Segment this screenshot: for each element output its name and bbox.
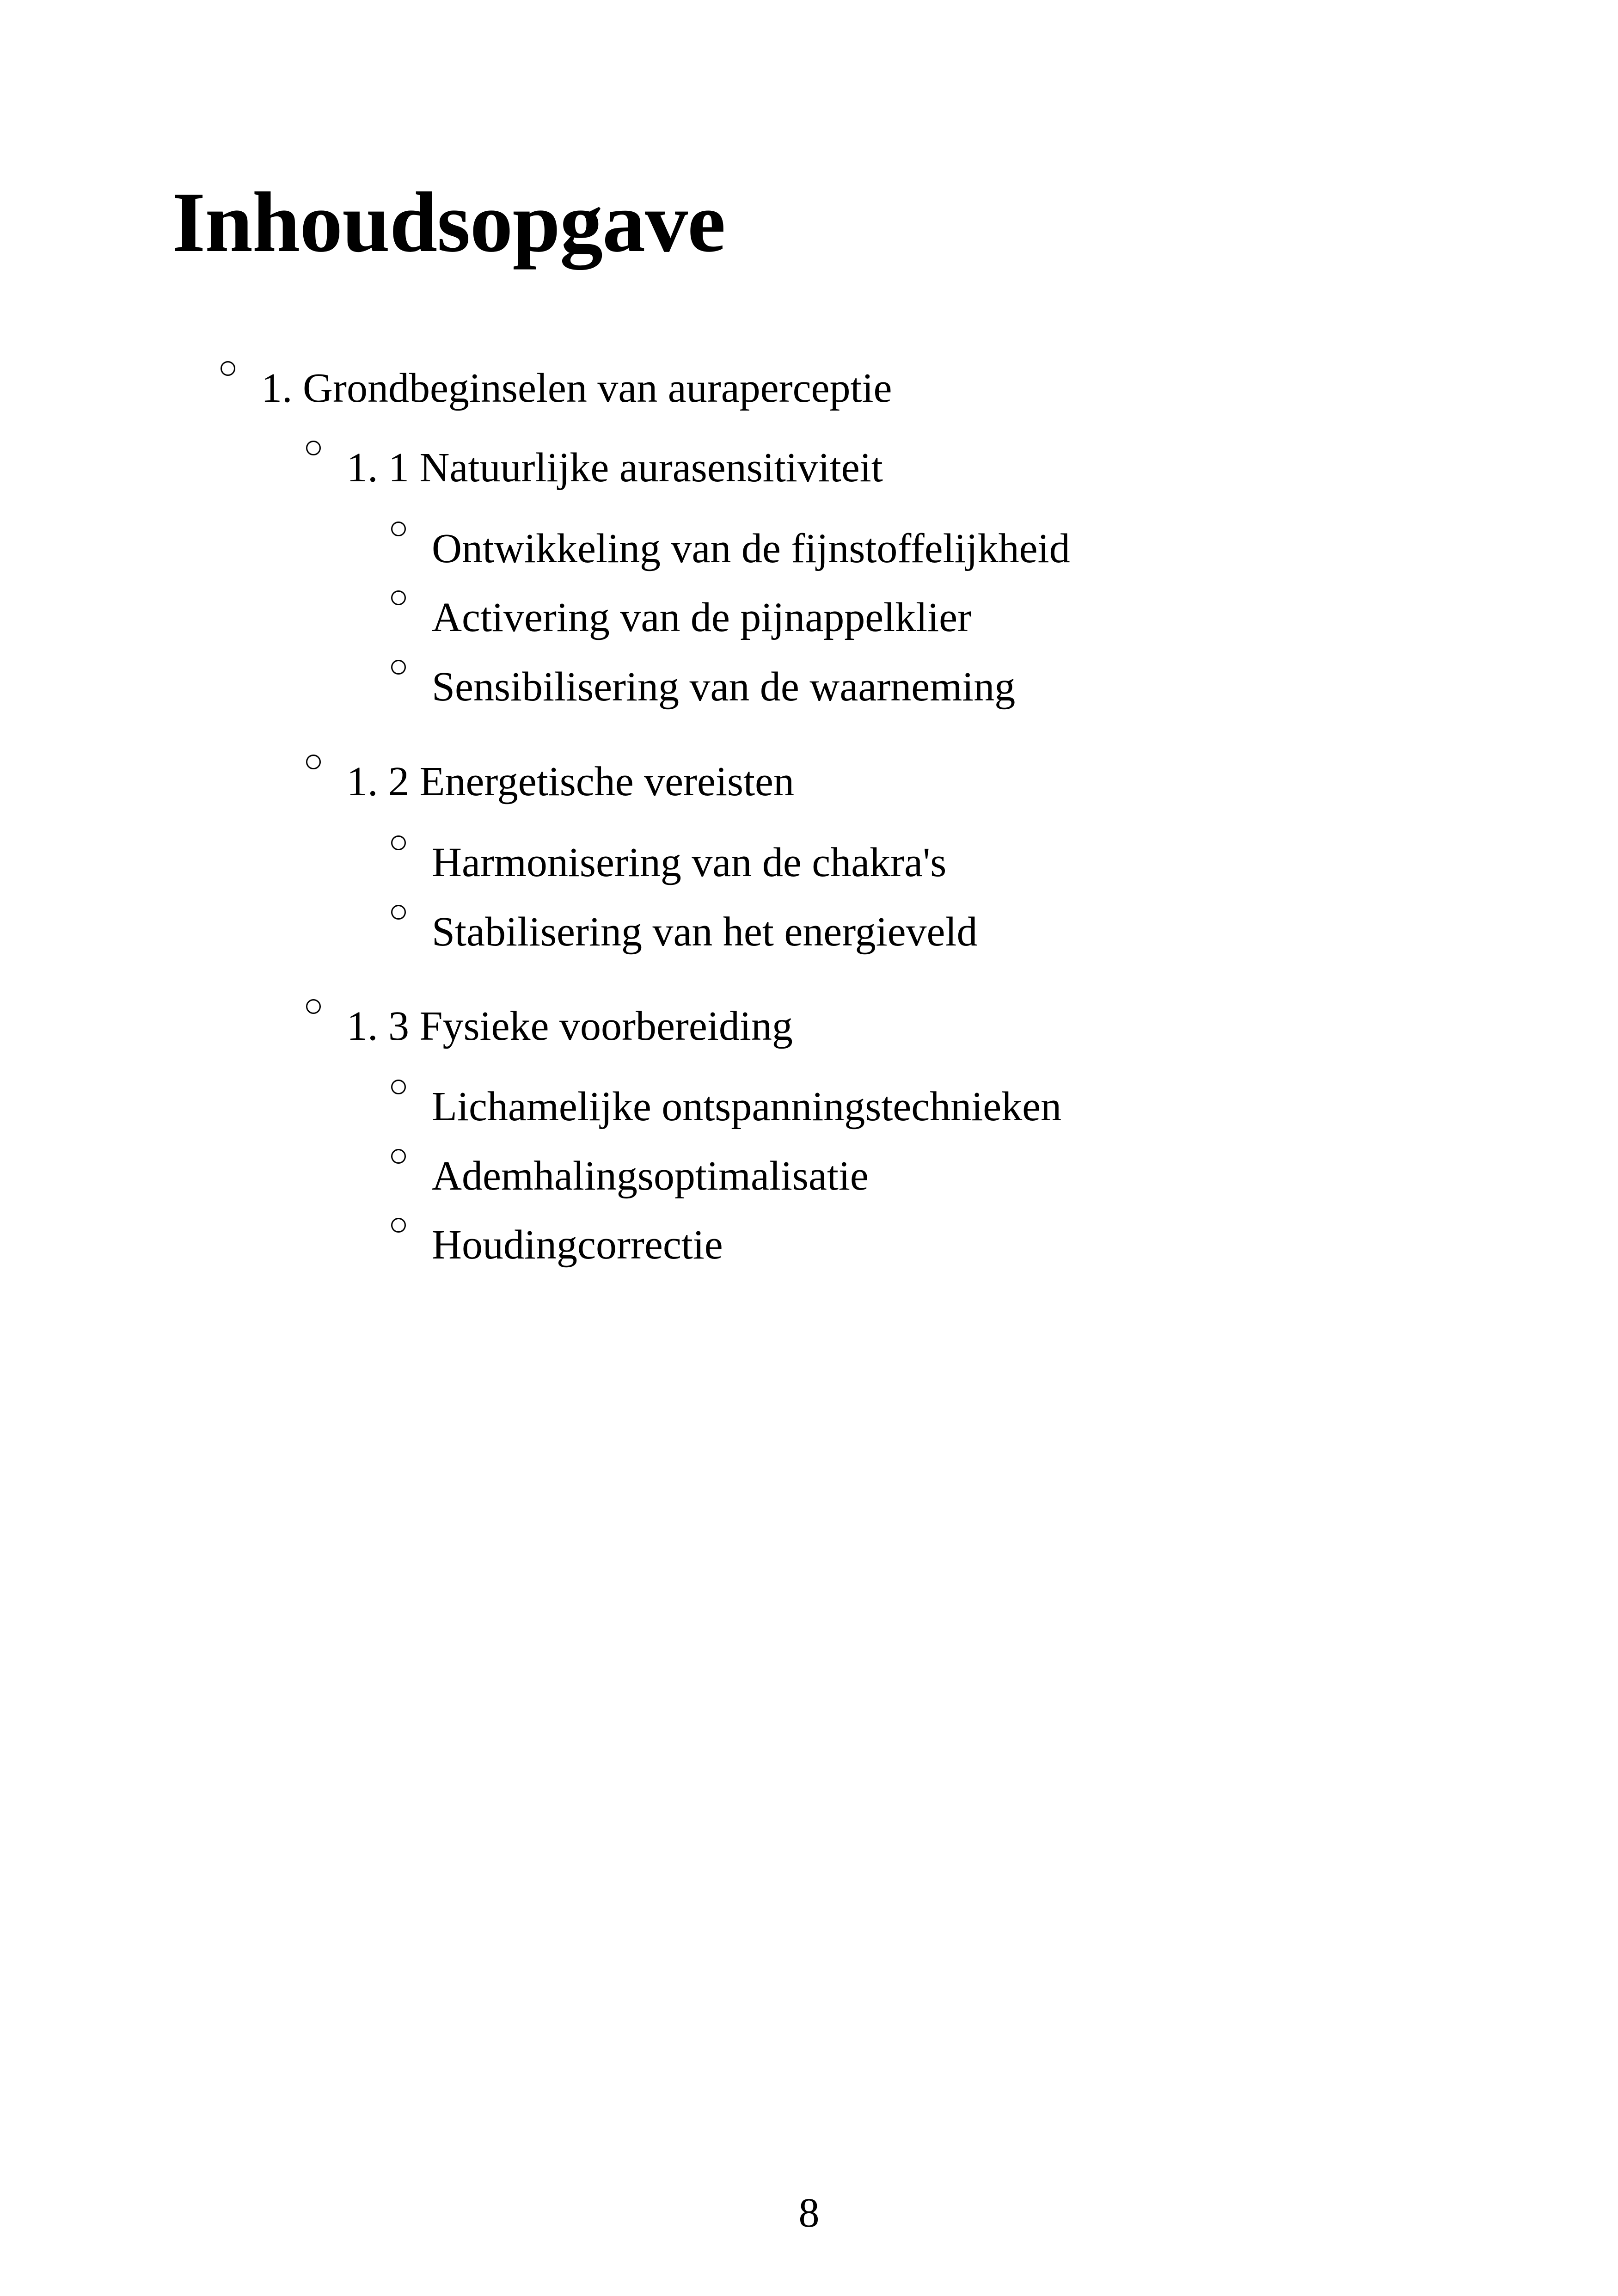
circle-bullet-icon [391, 660, 406, 675]
toc-subsection-label: Lichamelijke ontspanningstechnieken [432, 1084, 1062, 1130]
circle-bullet-icon [391, 1149, 406, 1164]
toc-section-label: 1. 1 Natuurlijke aurasensitiviteit [347, 445, 883, 491]
toc-subsection-label: Houdingcorrectie [432, 1222, 723, 1268]
toc-chapter-label: 1. Grondbeginselen van auraperceptie [261, 365, 892, 411]
circle-bullet-icon [391, 1080, 406, 1094]
circle-bullet-icon [306, 441, 321, 455]
toc-section-label: 1. 2 Energetische vereisten [347, 759, 794, 804]
toc-subsection-label: Activering van de pijnappelklier [432, 595, 972, 640]
toc-section-label: 1. 3 Fysieke voorbereiding [347, 1003, 793, 1049]
toc-subsection-label: Harmonisering van de chakra's [432, 840, 947, 885]
page-title: Inhoudsopgave [172, 175, 725, 270]
circle-bullet-icon [391, 590, 406, 605]
circle-bullet-icon [221, 361, 235, 376]
circle-bullet-icon [391, 905, 406, 920]
circle-bullet-icon [391, 835, 406, 850]
toc-subsection-label: Ontwikkeling van de fijnstoffelijkheid [432, 526, 1070, 571]
page-number: 8 [798, 2190, 820, 2236]
toc-subsection-label: Sensibilisering van de waarneming [432, 664, 1016, 710]
toc-subsection-label: Ademhalingsoptimalisatie [432, 1153, 869, 1199]
circle-bullet-icon [306, 999, 321, 1014]
toc-subsection-label: Stabilisering van het energieveld [432, 909, 978, 955]
circle-bullet-icon [391, 522, 406, 536]
circle-bullet-icon [391, 1218, 406, 1233]
circle-bullet-icon [306, 755, 321, 769]
